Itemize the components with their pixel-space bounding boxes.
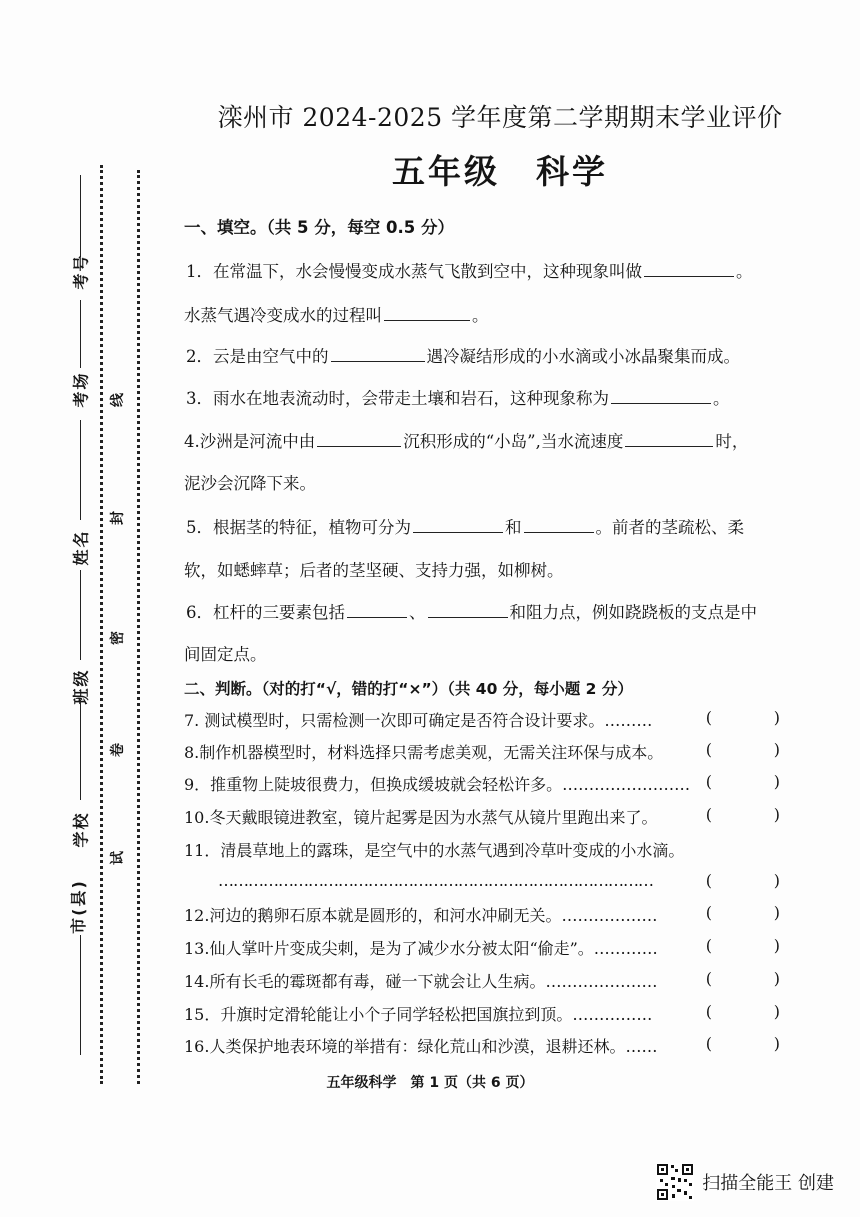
question-1-end: 。 [736, 262, 753, 281]
section2-heading: 二、判断。（对的打“√，错的打“×”）（共 40 分，每小题 2 分） [184, 680, 633, 698]
question-6-text-c: 和阻力点，例如跷跷板的支点是中 [509, 603, 757, 622]
question-2-text-a: 2．云是由空气中的 [186, 347, 329, 366]
judge-item-14-paren-open[interactable]: ( [705, 969, 712, 988]
question-1-line-b [184, 302, 489, 326]
judge-item-11 [218, 871, 780, 890]
judge-item-15 [184, 1002, 780, 1025]
question-6-line-a [186, 599, 757, 623]
judge-item-12-text: 12.河边的鹅卵石原本就是圆形的，和河水冲刷无关。……………… [184, 906, 658, 925]
question-3-text: 3．雨水在地表流动时，会带走土壤和岩石，这种现象称为 [186, 389, 609, 408]
judge-item-10-text: 10.冬天戴眼镜进教室，镜片起雾是因为水蒸气从镜片里跑出来了。 [184, 808, 658, 827]
exam-title: 滦州市 2024-2025 学年度第二学期期末学业评价 [217, 103, 783, 132]
seal-char-secret: 密 [110, 631, 126, 645]
question-2-line [186, 343, 740, 367]
question-3-line [186, 385, 730, 409]
judge-item-8-text: 8.制作机器模型时，材料选择只需考虑美观，无需关注环保与成本。 [184, 743, 664, 762]
question-4-text-a: 4.沙洲是河流中由 [184, 432, 316, 451]
question-1b-end: 。 [472, 306, 489, 325]
binding-dotted-line-outer [100, 165, 103, 1084]
question-4-line-b: 泥沙会沉降下来。 [184, 474, 316, 493]
judge-item-16-paren-close: ) [773, 1034, 780, 1053]
seal-char-line: 线 [110, 393, 126, 407]
judge-item-9-paren-open[interactable]: ( [705, 772, 712, 791]
question-4-blank-2[interactable] [625, 430, 713, 447]
judge-item-15-paren-open[interactable]: ( [705, 1002, 712, 1021]
question-4-text-b: 沉积形成的“小岛”,当水流速度 [403, 432, 624, 451]
seal-char-paper: 卷 [110, 743, 126, 757]
judge-item-15-text: 15．升旗时定滑轮能让小个子同学轻松把国旗拉到顶。…………… [184, 1005, 653, 1024]
judge-item-11-leader: …………………………………………………………………………… [218, 871, 653, 890]
question-6-blank-1[interactable] [347, 601, 407, 618]
question-4-text-c: 时， [715, 432, 749, 451]
judge-item-14-paren-close: ) [773, 969, 780, 988]
question-5-text-b: 和 [505, 518, 522, 537]
page-footer: 五年级科学 第 1 页（共 6 页） [326, 1075, 534, 1091]
question-4-blank-1[interactable] [317, 430, 401, 447]
question-5-line-a [186, 514, 744, 538]
question-6-text-a: 6．杠杆的三要素包括 [186, 603, 345, 622]
judge-item-16-text: 16.人类保护地表环境的举措有：绿化荒山和沙漠，退耕还林。…… [184, 1037, 658, 1056]
judge-item-9 [184, 772, 780, 795]
judge-item-10 [184, 805, 780, 828]
binding-dotted-line-inner [137, 170, 140, 1084]
field-exam-number: 考号 [71, 253, 91, 290]
judge-item-13-paren-open[interactable]: ( [705, 936, 712, 955]
question-2-text-b: 遇冷凝结形成的小水滴或小冰晶聚集而成。 [426, 347, 740, 366]
judge-item-9-text: 9．推重物上陡坡很费力，但换成缓坡就会轻松许多。…………………… [184, 775, 691, 794]
field-name: 姓名 [71, 529, 91, 566]
judge-item-14-text: 14.所有长毛的霉斑都有毒，碰一下就会让人生病。………………… [184, 972, 658, 991]
field-exam-room: 考场 [71, 371, 91, 408]
question-1-line-a [186, 258, 753, 282]
field-class: 班级 [71, 668, 91, 705]
judge-item-13-text: 13.仙人掌叶片变成尖刺，是为了减少水分被太阳“偷走”。………… [184, 939, 658, 958]
name-blank[interactable] [80, 420, 81, 520]
seal-char-exam: 试 [110, 851, 126, 865]
field-school: 学校 [71, 811, 91, 848]
question-1-text: 1．在常温下，水会慢慢变成水蒸气飞散到空中，这种现象叫做 [186, 262, 642, 281]
judge-item-7-text: 7. 测试模型时，只需检测一次即可确定是否符合设计要求。……… [184, 711, 653, 730]
judge-item-14 [184, 969, 780, 992]
exam-room-blank[interactable] [80, 300, 81, 368]
qr-code-icon [656, 1163, 694, 1201]
judge-item-10-paren-close: ) [773, 805, 780, 824]
judge-item-8 [184, 740, 780, 763]
judge-item-16-paren-open[interactable]: ( [705, 1034, 712, 1053]
question-1b-text: 水蒸气遇冷变成水的过程叫 [184, 306, 382, 325]
question-5-blank-1[interactable] [413, 516, 503, 533]
field-city-county: 市(县) [68, 879, 88, 934]
question-3-end: 。 [713, 389, 730, 408]
judge-item-12-paren-close: ) [773, 903, 780, 922]
judge-item-8-paren-open[interactable]: ( [705, 740, 712, 759]
judge-item-11-text: 11．清晨草地上的露珠，是空气中的水蒸气遇到冷草叶变成的小水滴。 [184, 841, 685, 860]
class-blank[interactable] [80, 570, 81, 660]
judge-item-11-paren-close: ) [773, 871, 780, 890]
question-5-line-b: 软，如蟋蟀草；后者的茎坚硬、支持力强，如柳树。 [184, 561, 564, 580]
question-2-blank[interactable] [331, 345, 425, 362]
question-1-blank-1[interactable] [644, 260, 734, 277]
judge-item-10-paren-open[interactable]: ( [705, 805, 712, 824]
question-5-text-c: 。前者的茎疏松、柔 [595, 518, 744, 537]
judge-item-7-paren-close: ) [773, 708, 780, 727]
judge-item-12 [184, 903, 780, 926]
seal-char-seal: 封 [110, 511, 126, 525]
judge-item-7 [184, 708, 780, 731]
judge-item-11-paren-open[interactable]: ( [705, 871, 712, 890]
watermark-text: 扫描全能王 创建 [702, 1173, 834, 1194]
question-5-text-a: 5．根据茎的特征，植物可分为 [186, 518, 411, 537]
school-blank[interactable] [80, 700, 81, 800]
question-3-blank[interactable] [611, 387, 711, 404]
scanner-watermark [656, 1163, 834, 1201]
exam-number-blank[interactable] [80, 175, 81, 257]
judge-item-13-paren-close: ) [773, 936, 780, 955]
question-5-blank-2[interactable] [524, 516, 594, 533]
judge-item-8-paren-close: ) [773, 740, 780, 759]
question-1-blank-2[interactable] [384, 304, 470, 321]
judge-item-7-paren-open[interactable]: ( [705, 708, 712, 727]
judge-item-16 [184, 1034, 780, 1057]
question-6-blank-2[interactable] [428, 601, 508, 618]
city-county-blank[interactable] [80, 935, 81, 1055]
section1-heading: 一、填空。（共 5 分，每空 0.5 分） [184, 218, 454, 237]
subject-title: 五年级 科学 [392, 152, 608, 191]
question-6-text-b: 、 [409, 603, 426, 622]
judge-item-12-paren-open[interactable]: ( [705, 903, 712, 922]
question-6-line-b: 间固定点。 [184, 645, 267, 664]
judge-item-15-paren-close: ) [773, 1002, 780, 1021]
judge-item-9-paren-close: ) [773, 772, 780, 791]
judge-item-13 [184, 936, 780, 959]
question-4-line-a [184, 428, 748, 452]
